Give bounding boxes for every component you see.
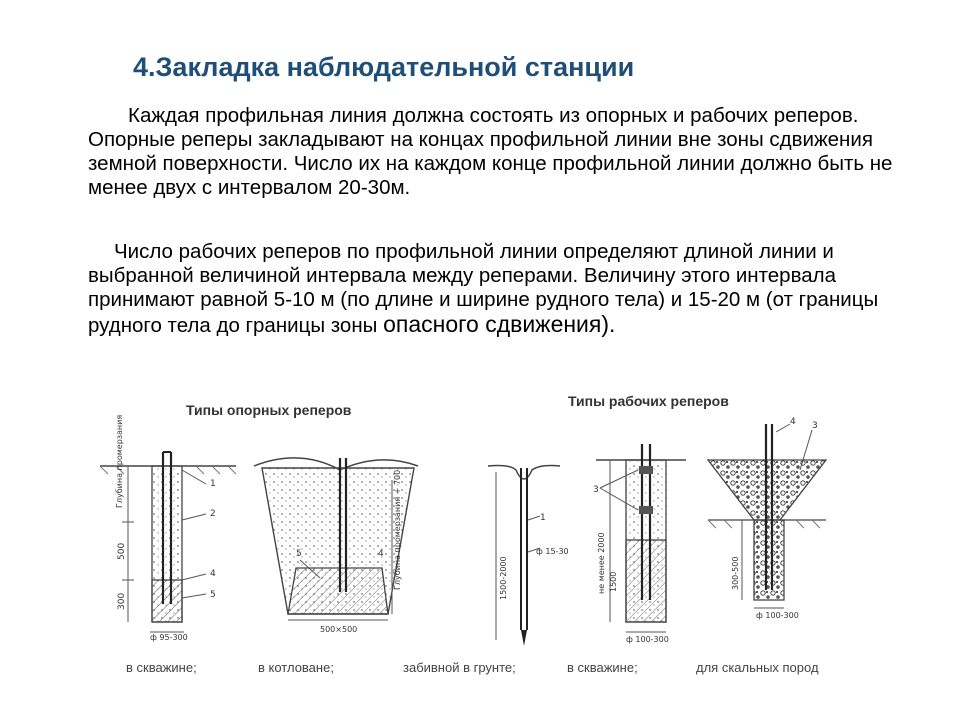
- paragraph-2-emphasis: опасного сдвижения).: [383, 311, 616, 337]
- label-borehole-reference: в скважине;: [126, 660, 197, 675]
- dim-diameter-4: ф 100-300: [626, 635, 669, 644]
- dim-length-3: 1500-2000: [499, 556, 508, 600]
- num-4-fig1: 4: [210, 569, 216, 579]
- dim-depth-5: 300-500: [731, 556, 740, 590]
- dim-base-2: 500×500: [320, 625, 358, 634]
- paragraph-1-text: Каждая профильная линия должна состоять из опорных и рабочих реперов. Опорные реперы закладывают на концах профильной линии вне зоны сдвижения земной поверхности. Число их на каждом конце профильной линии должно быть не менее двух с интервалом 20-30м.: [88, 104, 893, 199]
- dim-diameter-1: ф 95-300: [150, 633, 188, 642]
- dim-freeze-depth-1: Глубина промерзания: [115, 414, 124, 508]
- num-2-fig1: 2: [210, 509, 216, 519]
- num-5-fig1: 5: [210, 590, 216, 600]
- caption-working-benchmarks: Типы рабочих реперов: [568, 393, 729, 409]
- dim-diameter-5: ф 100-300: [756, 611, 799, 620]
- page-title: 4.Закладка наблюдательной станции: [133, 52, 635, 82]
- num-5-fig2: 5: [296, 549, 302, 559]
- dim-min-depth-4: не менее 2000: [597, 532, 606, 594]
- label-rocks: для скальных пород: [696, 660, 819, 675]
- caption-reference-benchmarks: Типы опорных реперов: [186, 402, 352, 418]
- num-4-fig2: 4: [378, 549, 384, 559]
- num-1-fig1: 1: [210, 479, 216, 489]
- label-borehole-working: в скважине;: [567, 660, 638, 675]
- diagram-working-borehole: [596, 444, 686, 632]
- dim-freeze-depth-2: Глубина промерзания + 700: [393, 469, 402, 590]
- dim-300-1: 300: [117, 592, 127, 610]
- label-driven: забивной в грунте;: [403, 660, 516, 675]
- num-1-fig3: 1: [540, 513, 546, 523]
- dim-1500-4: 1500: [609, 571, 618, 592]
- num-4-fig5: 4: [790, 417, 796, 427]
- num-3-fig5: 3: [812, 421, 818, 431]
- paragraph-2-text: Число рабочих реперов по профильной линии определяют длиной линии и выбранной величиной интервала между реперами. Величину этого интервала принимают равной 5-10 м (по длине и ширине рудного тела) и 15-20 м (от границы рудного тела до границы зоны: [88, 240, 879, 337]
- dim-diameter-3: ф 15-30: [536, 547, 569, 556]
- diagram-rock-benchmark: [708, 424, 826, 608]
- num-3-fig4: 3: [593, 485, 599, 495]
- label-pit: в котловане;: [258, 660, 334, 675]
- dim-500-1: 500: [117, 542, 127, 560]
